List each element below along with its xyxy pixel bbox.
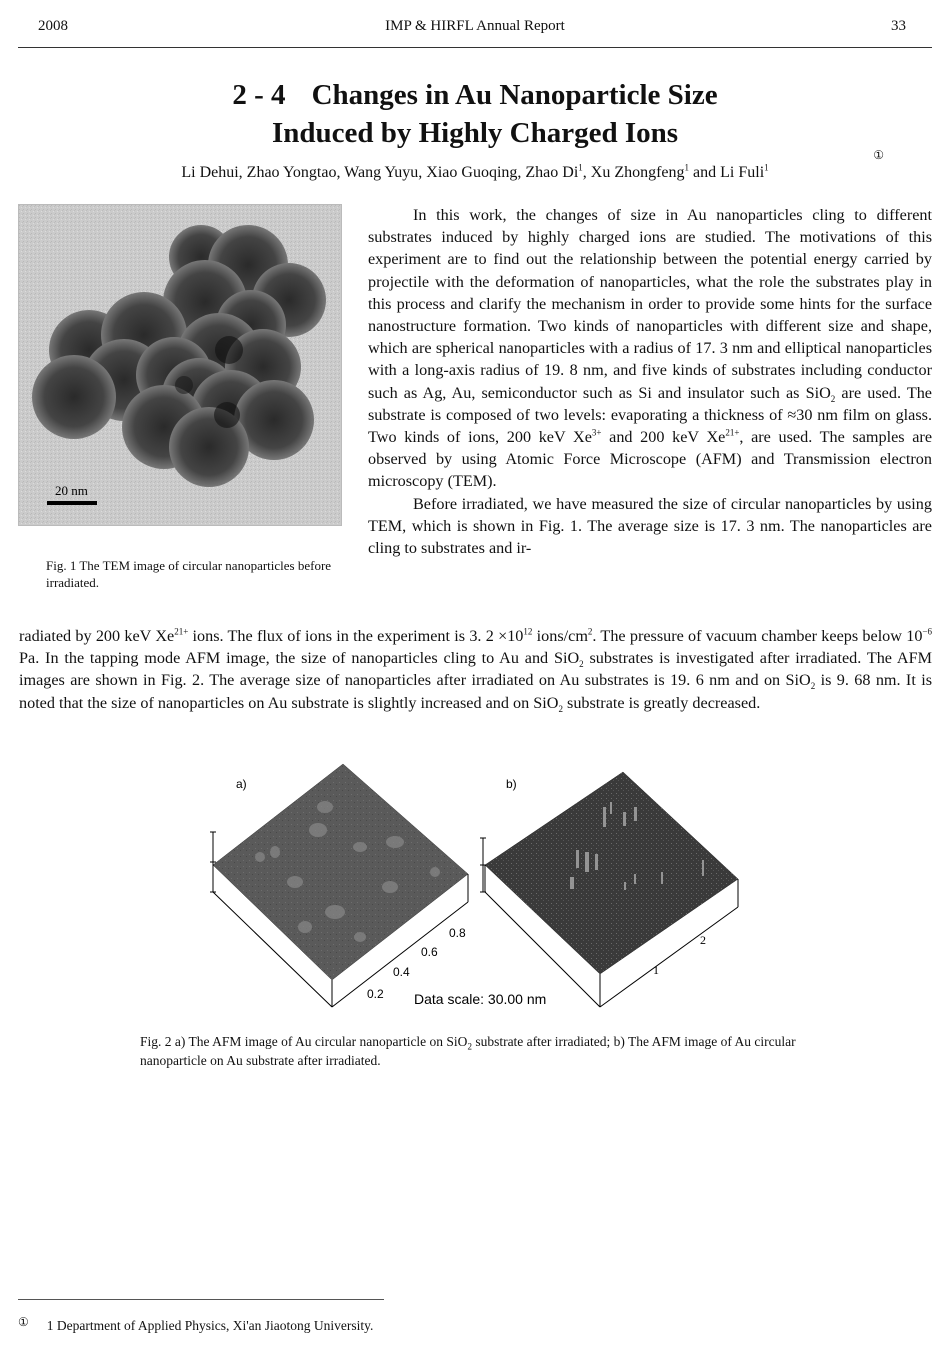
author-list: Li Dehui, Zhao Yongtao, Wang Yuyu, Xiao Guoqing, Zhao Di$^1$, Xu Zhongfeng$^1$ and Li Fuli$^1$	[181, 162, 769, 181]
title-line-2: Induced by Highly Charged Ions	[271, 117, 679, 149]
scale-bar-label: 20 nm	[55, 483, 88, 498]
svg-text:0.6: 0.6	[421, 945, 438, 959]
figure-2-afm-images	[200, 762, 760, 1012]
author: Li Fuli	[720, 164, 765, 181]
affiliation-sup: 1	[684, 162, 690, 173]
header-journal-title: IMP & HIRFL Annual Report	[385, 18, 565, 34]
figure-1-tem-image	[18, 204, 342, 526]
footnote-rule	[18, 1299, 384, 1300]
affiliation-sup: 1	[578, 162, 583, 173]
figure-2-caption: Fig. 2 a) The AFM image of Au circular nanoparticle on SiO$_2$ substrate after irradiated; b) The AFM image of Au circular nanoparticle on Au substrate after irradiated.	[140, 1034, 796, 1068]
author: Zhao Di	[525, 164, 579, 181]
author: Wang Yuyu	[344, 164, 419, 181]
article-title	[0, 76, 950, 152]
svg-text:b): b)	[506, 777, 517, 791]
title-line-1: Changes in Au Nanoparticle Size	[311, 79, 718, 111]
svg-text:1: 1	[653, 963, 659, 977]
section-number: 2 - 4	[232, 79, 286, 111]
svg-text:0.2: 0.2	[367, 987, 384, 1001]
data-scale-label: Data scale: 30.00 nm	[414, 991, 547, 1007]
body-right-column	[368, 204, 932, 559]
author: Zhao Yongtao	[246, 164, 337, 181]
paragraph-2-continued: radiated by 200 keV $Xe^{21+}$ ions. The flux of ions in the experiment is 3. $2 \times 10^{12}$ ions/$cm^2$. The pressure of vacuum chamber keeps below $10^{-6}$ Pa. In the tapping mode AFM image, the size of nanoparticles cling to Au and SiO$_2$ substrates is investigated after irradiated. The AFM images are shown in Fig. 2. The average size of nanoparticles after irradiated on Au substrates is 19. 6 nm and on SiO$_2$ is 9. 68 nm. It is noted that the size of nanoparticles on Au substrate is slightly increased and on SiO$_2$ substrate is greatly decreased.	[19, 626, 932, 714]
afm-panel-a	[210, 764, 468, 1007]
header-year: 2008	[38, 18, 68, 34]
footnote-mark: ①	[18, 1315, 29, 1329]
footnote-text: 1 Department of Applied Physics, Xi'an Jiaotong University.	[46, 1318, 374, 1333]
author: Xu Zhongfeng	[590, 164, 685, 181]
footnote	[18, 1315, 374, 1334]
svg-text:0.4: 0.4	[393, 965, 410, 979]
running-header	[18, 16, 932, 40]
paragraph-2-start: Before irradiated, we have measured the size of circular nanoparticles by using TEM, which is shown in Fig. 1. The average size is 17. 3 nm. The nanoparticles are cling to substrates and ir-	[368, 494, 932, 558]
afm-panel-b	[480, 772, 738, 1007]
svg-text:2: 2	[700, 933, 706, 947]
paragraph-1: In this work, the changes of size in Au nanoparticles cling to different substrates induced by highly charged ions are studied. The motivations of this experiment are to find out the relationship between the potential energy carried by projectile with the deformation of nanoparticles, what the role the substrates play in this process and clarify the mechanism in order to provide some hints for the surface nanostructure formation. Two kinds of nanoparticles with different size and shape, which are spherical nanoparticles with a radius of 17. 3 nm and elliptical nanoparticles with a long-axis radius of 19. 8 nm, and five kinds of substrates including conductor such as Ag, Au, semiconductor such as Si and insulator such as SiO$_2$ are used. The substrate is composed of two levels: evaporating a thickness of ≈30 nm film on glass. Two kinds of ions, 200 keV $Xe^{3+}$ and 200 keV $Xe^{21+}$, are used. The samples are observed by using Atomic Force Microscope (AFM) and Transmission electron microscopy (TEM).	[368, 206, 932, 491]
affiliation-sup: 1	[764, 162, 769, 173]
body-full-width	[19, 625, 932, 714]
svg-text:a): a)	[236, 777, 247, 791]
author: Xiao Guoqing	[426, 164, 518, 181]
scale-bar	[47, 501, 97, 505]
header-rule	[18, 47, 932, 48]
header-page-number: 33	[891, 18, 906, 34]
title-footnote-mark: ①	[873, 148, 884, 162]
author: Li Dehui	[181, 164, 239, 181]
svg-text:0.8: 0.8	[449, 926, 466, 940]
figure-1-caption: Fig. 1 The TEM image of circular nanoparticles before irradiated.	[46, 558, 332, 590]
